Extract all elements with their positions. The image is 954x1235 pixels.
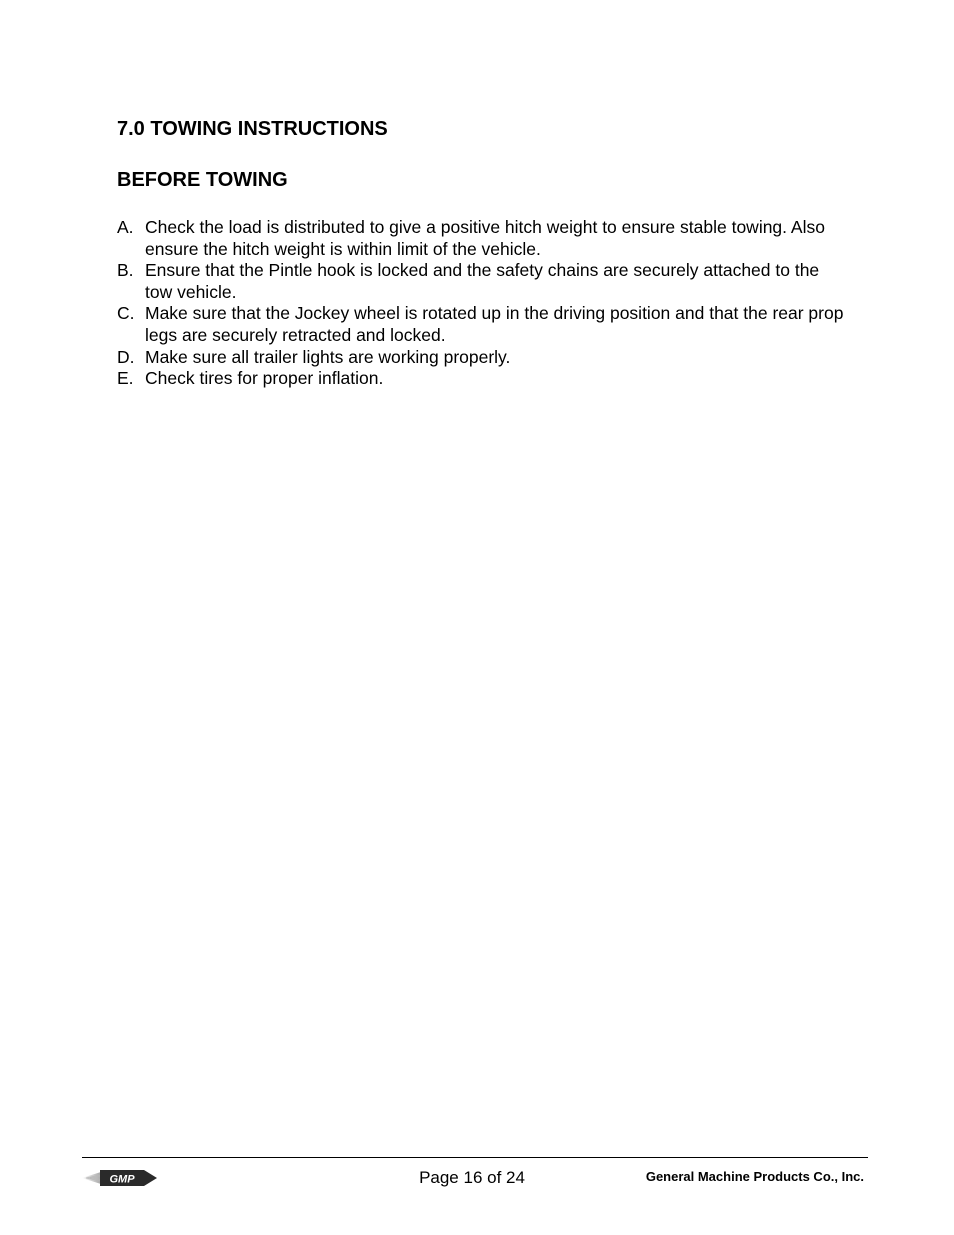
list-marker: C. [117,303,135,324]
list-item-text: Ensure that the Pintle hook is locked and the safety chains are securely attached to the tow vehicle. [145,260,820,302]
list-marker: A. [117,217,134,237]
list-item [117,303,847,346]
section-heading: 7.0 TOWING INSTRUCTIONS [117,118,388,140]
list-item [117,217,847,260]
logo-lettering: GMP [109,1173,135,1186]
footer-divider [82,1157,868,1158]
list-item [117,368,847,390]
company-name: General Machine Products Co., Inc. [645,1169,864,1184]
list-marker: B. [117,260,134,281]
page-number: Page 16 of 24 [419,1168,525,1187]
sub-heading: BEFORE TOWING [117,169,288,191]
list-item [117,260,847,303]
list-item [117,347,847,369]
list-item-text: Check tires for proper inflation. [145,368,384,389]
list-item-text: Check the load is distributed to give a positive hitch weight to ensure stable towing. Also ensure the hitch weight is within limit of the vehicle. [145,217,825,259]
list-marker: E. [117,368,134,389]
instruction-list [117,217,847,390]
list-marker: D. [117,346,135,367]
list-item-text: Make sure that the Jockey wheel is rotated up in the driving position and that the rear prop legs are securely retracted and locked. [145,303,844,345]
list-item-text: Make sure all trailer lights are working properly. [145,346,511,367]
